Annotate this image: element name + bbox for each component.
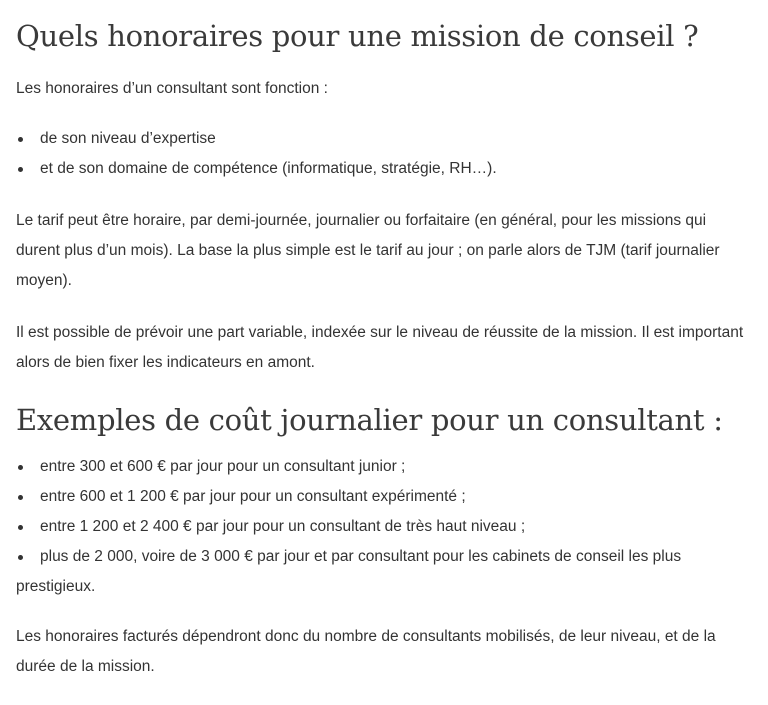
conclusion-paragraph: Les honoraires facturés dépendront donc du nombre de consultants mobilisés, de leur niveau, et de la durée de la mission. [16,628,716,675]
bullet-dot-icon [18,495,23,500]
list-item-text: de son niveau d’expertise [40,130,216,147]
list-item [16,452,752,482]
list-item-text: et de son domaine de compétence (informatique, stratégie, RH…). [40,160,497,177]
intro-paragraph: Les honoraires d’un consultant sont fonction : [16,80,328,97]
list-item [16,482,752,512]
tarif-paragraph: Le tarif peut être horaire, par demi-journée, journalier ou forfaitaire (en général, pour les missions qui durent plus d’un mois). La base la plus simple est le tarif au jour ; on parle alors de TJM (tarif journalier moyen). [16,212,720,289]
factors-list [16,124,752,184]
bullet-dot-icon [18,525,23,530]
bullet-dot-icon [18,167,23,172]
bullet-dot-icon [18,555,23,560]
variable-paragraph: Il est possible de prévoir une part variable, indexée sur le niveau de réussite de la mission. Il est important alors de bien fixer les indicateurs en amont. [16,324,744,371]
list-item [16,154,752,184]
section-heading-exemples: Exemples de coût journalier pour un consultant : [16,403,723,437]
list-item [16,542,752,602]
list-item-text: entre 300 et 600 € par jour pour un consultant junior ; [40,458,406,475]
list-item [16,124,752,154]
list-item [16,512,752,542]
list-item-text: entre 600 et 1 200 € par jour pour un consultant expérimenté ; [40,488,466,505]
cost-examples-list [16,452,752,602]
bullet-dot-icon [18,465,23,470]
list-item-text: plus de 2 000, voire de 3 000 € par jour et par consultant pour les cabinets de conseil les plus prestigieux. [16,548,682,595]
section-heading-honoraires: Quels honoraires pour une mission de conseil ? [16,19,699,53]
bullet-dot-icon [18,137,23,142]
list-item-text: entre 1 200 et 2 400 € par jour pour un consultant de très haut niveau ; [40,518,526,535]
